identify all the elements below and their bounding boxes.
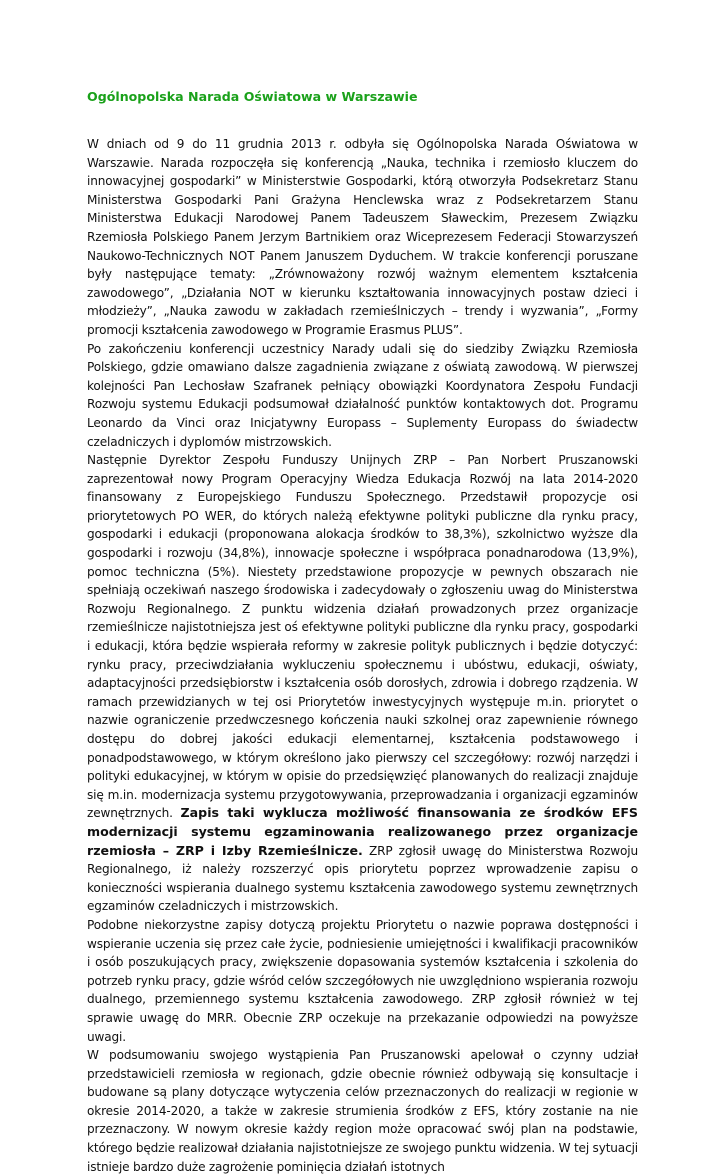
- blank-line: [87, 117, 638, 135]
- paragraph-po-wer: [87, 451, 638, 916]
- document-body: [87, 117, 638, 1176]
- document-title: Ogólnopolska Narada Oświatowa w Warszawie: [87, 89, 418, 104]
- paragraph-summary: W podsumowaniu swojego wystąpienia Pan Pruszanowski apelował o czynny udział przedstawicieli rzemiosła w regionach, gdzie obecnie również odbywają się konsultacje i budowane są plany dotyczące wytyczenia celów przeznaczonych do realizacji w regionie w okresie 2014-2020, a także w zakresie strumienia środków z EFS, który zostanie na nie przeznaczony. W nowym okresie każdy region może opracować swój plan na podstawie, którego będzie realizował działania najistotniejsze ze swojego punktu widzenia. W tej sytuacji istnieje bardzo duże zagrożenie pominięcia działań istotnych: [87, 1048, 638, 1174]
- po-wer-text: Następnie Dyrektor Zespołu Funduszy Unijnych ZRP – Pan Norbert Pruszanowski zaprezentował nowy Program Operacyjny Wiedza Edukacja Rozwój na lata 2014-2020 finansowany z Europejskiego Funduszu Społecznego. Przedstawił propozycje osi priorytetowych PO WER, do których należą efektywne polityki publiczne dla rynku pracy, gospodarki i edukacji (proponowana alokacja środków to 38,3%), szkolnictwo wyższe dla gospodarki i rozwoju (34,8%), innowacje społeczne i współpraca ponadnarodowa (13,9%), pomoc techniczna (5%). Niestety przedstawione propozycje w pewnych obszarach nie spełniają oczekiwań naszego środowiska i zadecydowały o zgłoszeniu uwag do Ministerstwa Rozwoju Regionalnego. Z punktu widzenia działań prowadzonych przez organizacje rzemieślnicze najistotniejsza jest oś efektywne polityki publiczne dla rynku pracy, gospodarki i edukacji, która będzie wspierała reformy w zakresie polityk publicznych i będzie dotyczyć: rynku pracy, przeciwdziałania wykluczeniu społecznemu i ubóstwu, edukacji, oświaty, adaptacyjności przedsiębiorstw i kształcenia osób dorosłych, zdrowia i dobrego rządzenia. W ramach przewidzianych w tej osi Priorytetów inwestycyjnych występuje m.in. priorytet o nazwie ograniczenie przedwczesnego kończenia nauki szkolnej oraz zapewnienie równego dostępu do dobrej jakości edukacji elementarnej, kształcenia podstawowego i ponadpodstawowego, w którym określono jako pierwszy cel szczegółowy: rozwój narzędzi i polityki edukacyjnej, w którym w opisie do przedsięwzięć planowanych do realizacji znajduje się m.in. modernizacja systemu przygotowywania, przeprowadzania i organizacji egzaminów zewnętrznych.: [87, 453, 638, 821]
- po-wer-text-after: ZRP zgłosił uwagę do Ministerstwa Rozwoju Regionalnego, iż należy rozszerzyć opis priorytetu poprzez wprowadzenie zapisu o konieczności wspierania dualnego systemu kształcenia zawodowego systemu zewnętrznych egzaminów czeladniczych i mistrzowskich.: [87, 843, 638, 914]
- po-wer-emphasis: Zapis taki wyklucza możliwość finansowania ze środków EFS modernizacji systemu egzaminowania realizowanego przez organizacje rzemiosła – ZRP i Izby Rzemieślnicze.: [87, 805, 638, 858]
- paragraph-conference: W dniach od 9 do 11 grudnia 2013 r. odbyła się Ogólnopolska Narada Oświatowa w Warszawie. Narada rozpoczęła się konferencją „Nauka, technika i rzemiosło kluczem do innowacyjnej gospodarki” w Ministerstwie Gospodarki, którą otworzyła Podsekretarz Stanu Ministerstwa Gospodarki Pani Grażyna Henclewska wraz z Podsekretarzem Stanu Ministerstwa Edukacji Narodowej Panem Tadeuszem Sławeckim, Prezesem Związku Rzemiosła Polskiego Panem Jerzym Bartnikiem oraz Wiceprezesem Federacji Stowarzyszeń Naukowo-Technicznych NOT Panem Januszem Dyduchem. W trakcie konferencji poruszane były następujące tematy: „Zrównoważony rozwój ważnym elementem kształcenia zawodowego”, „Działania NOT w kierunku kształtowania innowacyjnych postaw dzieci i młodzieży”, „Nauka zawodu w zakładach rzemieślniczych – trendy i wyzwania”, „Formy promocji kształcenia zawodowego w Programie Erasmus PLUS”.: [87, 137, 638, 337]
- paragraph-zrp-meeting: Po zakończeniu konferencji uczestnicy Narady udali się do siedziby Związku Rzemiosła Polskiego, gdzie omawiano dalsze zagadnienia związane z oświatą zawodową. W pierwszej kolejności Pan Lechosław Szafranek pełniący obowiązki Koordynatora Zespołu Fundacji Rozwoju systemu Edukacji podsumował działalność punktów kontaktowych dot. Programu Leonardo da Vinci oraz Inicjatywny Europass – Suplementy Europass do świadectw czeladniczych i dyplomów mistrzowskich.: [87, 341, 638, 449]
- paragraph-similar-provisions: Podobne niekorzystne zapisy dotyczą projektu Priorytetu o nazwie poprawa dostępności i wspieranie uczenia się przez całe życie, podniesienie umiejętności i kwalifikacji pracowników i osób poszukujących pracy, zwiększenie dopasowania systemów kształcenia i szkolenia do potrzeb rynku pracy, gdzie wśród celów szczegółowych nie uwzględniono wspierania rozwoju dualnego, przemiennego systemu kształcenia zawodowego. ZRP zgłosił również w tej sprawie uwagę do MRR. Obecnie ZRP oczekuje na przekazanie odpowiedzi na powyższe uwagi.: [87, 917, 638, 1044]
